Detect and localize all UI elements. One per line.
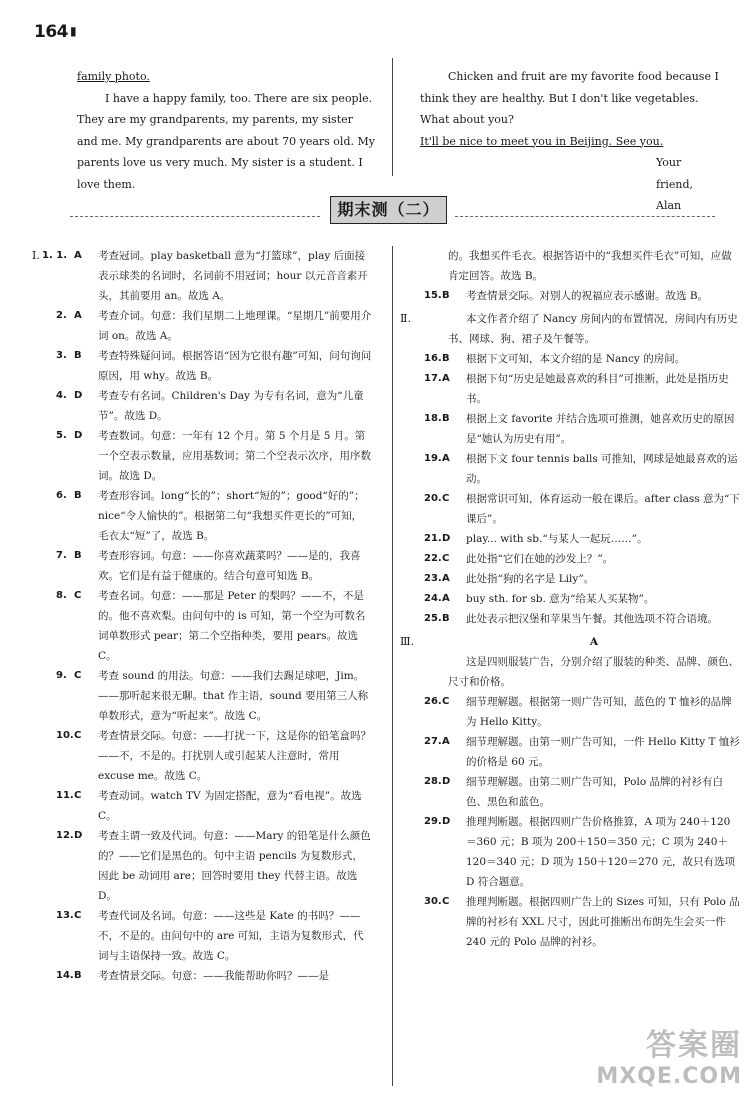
answer-choice: C bbox=[74, 910, 82, 921]
answer-explanation: 考查代词及名词。句意：——这些是 Kate 的书吗？——不，不是的。由问句中的 are 可知，主语为复数形式，代词与主语保持一致。故选 C。 bbox=[98, 910, 364, 962]
answer-number: 6. bbox=[56, 490, 67, 501]
answer-explanation: 根据常识可知，体育运动一般在课后。after class 意为“下课后”。 bbox=[466, 493, 740, 525]
answer-explanation: 考查形容词。句意：——你喜欢蔬菜吗？——是的，我喜欢。它们是有益于健康的。结合句意可知选 B。 bbox=[98, 550, 361, 582]
page-number bbox=[34, 22, 76, 42]
answer-choice: D bbox=[442, 816, 451, 827]
answer-number: 15. bbox=[424, 290, 442, 301]
answer-entry bbox=[32, 666, 372, 726]
answers-right-column bbox=[400, 246, 740, 952]
answer-choice: A bbox=[442, 373, 450, 384]
answer-choice: C bbox=[74, 670, 82, 681]
answer-number: 10. bbox=[56, 730, 74, 741]
answer-choice: C bbox=[442, 696, 450, 707]
answer-explanation: 考查 sound 的用法。句意：——我们去踢足球吧，Jim。——那听起来很无聊。that 作主语，sound 要用第三人称单数形式，意为“听起来”。故选 C。 bbox=[98, 670, 369, 722]
answer-explanation: 根据上文 favorite 并结合选项可推测，她喜欢历史的原因是“她认为历史有用”。 bbox=[466, 413, 735, 445]
answers-column-divider bbox=[392, 246, 393, 1086]
answer-explanation: 考查名词。句意：——那是 Peter 的梨吗？——不，不是的。他不喜欢梨。由问句中的 is 可知，第一个空为可数名词单数形式 pear；第二个空指种类，要用 pears。故选 C。 bbox=[98, 590, 366, 662]
answer-choice: B bbox=[442, 353, 450, 364]
answer-number: 13. bbox=[56, 910, 74, 921]
watermark-line-2: MXQE.COM bbox=[596, 1064, 742, 1089]
answer-entry bbox=[400, 529, 740, 549]
letter-right-line: It'll be nice to meet you in Beijing. See you. bbox=[420, 134, 664, 148]
answer-choice: C bbox=[442, 553, 450, 564]
continuation-text: 的。我想买件毛衣。根据答语中的“我想买件毛衣”可知，应做肯定回答。故选 B。 bbox=[448, 250, 732, 282]
answer-number: 8. bbox=[56, 590, 67, 601]
answer-choice: B bbox=[74, 970, 82, 981]
answer-choice: B bbox=[74, 350, 82, 361]
section-3-block bbox=[400, 632, 740, 652]
answer-explanation: play... with sb.“与某人一起玩……”。 bbox=[466, 533, 648, 545]
answer-entry bbox=[32, 546, 372, 586]
answer-choice: A bbox=[442, 573, 450, 584]
answer-explanation: 此处表示把汉堡和苹果当午餐。其他选项不符合语境。 bbox=[466, 613, 718, 625]
answer-explanation: 细节理解题。根据第一则广告可知，蓝色的 T 恤衫的品牌为 Hello Kitty。 bbox=[466, 696, 732, 728]
answer-entry bbox=[400, 349, 740, 369]
answer-number: 23. bbox=[424, 573, 442, 584]
answer-number: 16. bbox=[424, 353, 442, 364]
answer-choice: C bbox=[442, 896, 450, 907]
letter-closing: Your friend, bbox=[656, 156, 693, 191]
answer-number: 4. bbox=[56, 390, 67, 401]
answer-number: 3. bbox=[56, 350, 67, 361]
answer-choice: A bbox=[442, 453, 450, 464]
answer-entry bbox=[32, 346, 372, 386]
letter-left-column bbox=[77, 66, 377, 195]
answer-entry bbox=[400, 692, 740, 732]
answer-explanation: 考查形容词。long“长的”；short“短的”；good“好的”；nice“令人愉快的”。根据第二句“我想买件更长的”可知，毛衣太“短”了，故选 B。 bbox=[98, 490, 365, 542]
answer-entry bbox=[400, 609, 740, 629]
answer-number: 2. bbox=[56, 310, 67, 321]
answer-explanation: buy sth. for sb. 意为“给某人买某物”。 bbox=[466, 593, 655, 605]
answer-choice: D bbox=[74, 830, 83, 841]
answers-left-column bbox=[32, 246, 372, 986]
answer-entry bbox=[400, 286, 740, 306]
section-mark-1: Ⅰ. bbox=[32, 249, 40, 262]
answer-explanation: 细节理解题。由第一则广告可知，一件 Hello Kitty T 恤衫的价格是 60 元。 bbox=[466, 736, 740, 768]
answer-explanation: 根据下句“历史是她最喜欢的科目”可推断，此处是指历史书。 bbox=[466, 373, 729, 405]
answer-entry bbox=[400, 892, 740, 952]
answer-entry bbox=[32, 386, 372, 426]
section-mark-3: Ⅲ. bbox=[400, 635, 415, 648]
page-number-dots-icon: ▮ bbox=[70, 24, 77, 38]
answer-explanation: 考查专有名词。Children's Day 为专有名词，意为“儿童节”。故选 D。 bbox=[98, 390, 364, 422]
answer-explanation: 推理判断题。根据四则广告价格推算，A 项为 240＋120＝360 元；B 项为 200＋150＝350 元；C 项为 240＋120＝340 元；D 项为 150＋120＝270 元，故只有选项 D 符合题意。 bbox=[466, 816, 735, 888]
page-number-text: 164 bbox=[34, 22, 68, 42]
answer-number: 9. bbox=[56, 670, 67, 681]
answer-explanation: 推理判断题。根据四则广告上的 Sizes 可知，只有 Polo 品牌的衬衫有 XXL 尺寸，因此可推断出布朗先生会买一件 240 元的 Polo 品牌的衬衫。 bbox=[466, 896, 740, 948]
banner-title: 期末测（二） bbox=[330, 196, 447, 224]
answer-choice: A bbox=[442, 593, 450, 604]
answer-number: 25. bbox=[424, 613, 442, 624]
answer-explanation: 考查情景交际。句意：——我能帮助你吗？——是 bbox=[98, 970, 329, 982]
answer-number: 27. bbox=[424, 736, 442, 747]
answer-entry bbox=[400, 449, 740, 489]
banner-right-dash bbox=[455, 216, 715, 217]
section-2-intro: 本文作者介绍了 Nancy 房间内的布置情况，房间内有历史书、网球、狗、裙子及午餐等。 bbox=[448, 313, 738, 345]
answer-explanation: 考查动词。watch TV 为固定搭配，意为“看电视”。故选 C。 bbox=[98, 790, 362, 822]
section-3-intro: 这是四则服装广告，分别介绍了服装的种类、品牌、颜色、尺寸和价格。 bbox=[448, 656, 739, 688]
answer-entry bbox=[32, 246, 372, 306]
letter-signature: Alan bbox=[656, 199, 682, 212]
answer-explanation: 细节理解题。由第二则广告可知，Polo 品牌的衬衫有白色、黑色和蓝色。 bbox=[466, 776, 723, 808]
answer-number: 30. bbox=[424, 896, 442, 907]
answer-entry bbox=[400, 732, 740, 772]
answer-explanation: 考查数词。句意：一年有 12 个月。第 5 个月是 5 月。第一个空表示数量，应用基数词；第二个空表示次序，用序数词。故选 D。 bbox=[98, 430, 371, 482]
answer-number: 17. bbox=[424, 373, 442, 384]
answer-explanation: 考查主谓一致及代词。句意：——Mary 的铅笔是什么颜色的？——它们是黑色的。句中主语 pencils 为复数形式，因此 be 动词用 are；回答时要用 they 代替主语。故选 D。 bbox=[98, 830, 371, 902]
answer-choice: A bbox=[74, 310, 82, 321]
banner-left-dash bbox=[70, 216, 320, 217]
answer-entry bbox=[400, 489, 740, 529]
answer-number: 26. bbox=[424, 696, 442, 707]
answer-entry bbox=[400, 812, 740, 892]
answer-choice: B bbox=[74, 490, 82, 501]
answer-number: 14. bbox=[56, 970, 74, 981]
answer-entry bbox=[32, 486, 372, 546]
answer-entry bbox=[400, 549, 740, 569]
answer-entry bbox=[32, 586, 372, 666]
answer-choice: C bbox=[74, 790, 82, 801]
section-3-heading: A bbox=[589, 636, 599, 648]
column-divider bbox=[392, 58, 393, 176]
answer-explanation: 根据下文 four tennis balls 可推知，网球是她最喜欢的运动。 bbox=[466, 453, 738, 485]
answer-explanation: 此处指“狗的名字是 Lily”。 bbox=[466, 573, 595, 585]
section-mark-2: Ⅱ. bbox=[400, 312, 411, 325]
answer-number: 18. bbox=[424, 413, 442, 424]
letter-right-paragraph: Chicken and fruit are my favorite food because I think they are healthy. But I don't like vegetables. What about you? bbox=[420, 70, 719, 126]
answer-entry bbox=[32, 306, 372, 346]
answer-choice: D bbox=[442, 776, 451, 787]
answer-number: 11. bbox=[56, 790, 74, 801]
answer-choice: D bbox=[74, 430, 83, 441]
answer-entry bbox=[400, 569, 740, 589]
answer-number: 21. bbox=[424, 533, 442, 544]
answer-choice: B bbox=[74, 550, 82, 561]
answer-explanation: 考查冠词。play basketball 意为“打篮球”，play 后面接表示球类的名词时，名词前不用冠词；hour 以元音音素开头，其前要用 an。故选 A。 bbox=[98, 250, 368, 302]
answer-choice: B bbox=[442, 613, 450, 624]
answer-number: 19. bbox=[424, 453, 442, 464]
answer-number: 7. bbox=[56, 550, 67, 561]
answer-entry bbox=[32, 786, 372, 826]
answer-entry bbox=[400, 369, 740, 409]
answer-entry bbox=[32, 966, 372, 986]
answer-explanation: 考查情景交际。句意：——打扰一下，这是你的铅笔盒吗？——不，不是的。打扰别人或引起某人注意时，常用 excuse me。故选 C。 bbox=[98, 730, 371, 782]
answer-choice: C bbox=[74, 730, 82, 741]
section-banner bbox=[0, 194, 750, 224]
answer-number: 20. bbox=[424, 493, 442, 504]
answer-entry bbox=[32, 426, 372, 486]
answer-entry bbox=[400, 772, 740, 812]
answer-number: 24. bbox=[424, 593, 442, 604]
answer-explanation: 考查情景交际。对别人的祝福应表示感谢。故选 B。 bbox=[466, 290, 709, 302]
answer-choice: D bbox=[74, 390, 83, 401]
answer-number: 22. bbox=[424, 553, 442, 564]
watermark bbox=[596, 1020, 742, 1089]
answer-number: 28. bbox=[424, 776, 442, 787]
answer-entry bbox=[400, 409, 740, 449]
watermark-line-1: 答案圈 bbox=[646, 1028, 742, 1063]
answer-entry bbox=[32, 826, 372, 906]
answer-number: 29. bbox=[424, 816, 442, 827]
answer-entry bbox=[32, 726, 372, 786]
answer-number: 5. bbox=[56, 430, 67, 441]
letter-left-paragraph: I have a happy family, too. There are six people. They are my grandparents, my parents, my sister and me. My grandparents are about 70 years old. My parents love us very much. My sister is a student. I love them. bbox=[77, 91, 375, 191]
answer-entry bbox=[32, 906, 372, 966]
answer-choice: D bbox=[442, 533, 451, 544]
answer-choice: B bbox=[442, 413, 450, 424]
answer-choice: C bbox=[74, 590, 82, 601]
answer-choice: C bbox=[442, 493, 450, 504]
answer-entry bbox=[400, 589, 740, 609]
answer-choice: A bbox=[442, 736, 450, 747]
answer-explanation: 考查介词。句意：我们星期二上地理课。“星期几”前要用介词 on。故选 A。 bbox=[98, 310, 372, 342]
answer-explanation: 根据下文可知，本文介绍的是 Nancy 的房间。 bbox=[466, 353, 686, 365]
answer-explanation: 此处指“它们在她的沙发上？”。 bbox=[466, 553, 614, 565]
answer-number: 12. bbox=[56, 830, 74, 841]
letter-left-line: family photo. bbox=[77, 70, 150, 83]
answer-explanation: 考查特殊疑问词。根据答语“因为它很有趣”可知，问句询问原因，用 why。故选 B。 bbox=[98, 350, 372, 382]
answer-choice: A bbox=[74, 250, 82, 261]
answer-number: 1. 1. bbox=[42, 250, 67, 261]
section-2-block bbox=[400, 309, 740, 349]
answer-choice: B bbox=[442, 290, 450, 301]
